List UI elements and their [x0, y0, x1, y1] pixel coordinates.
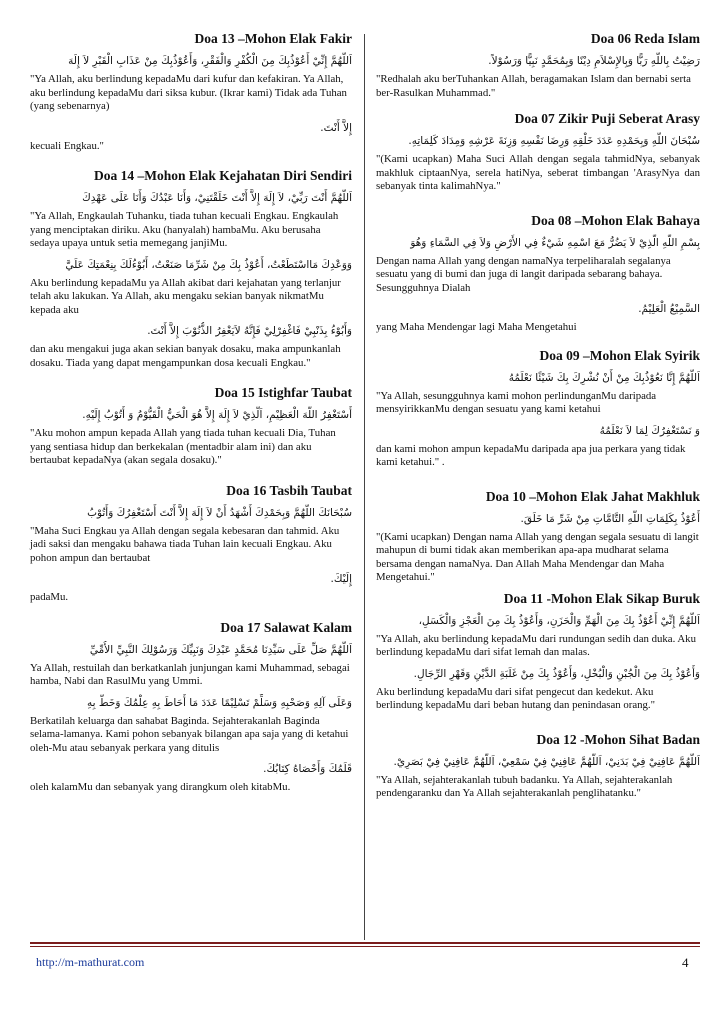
translation-text: "Ya Allah, sesungguhnya kami mohon perlindunganMu daripada mensyirikkanMu dengan sesuatu yang kami ketahui: [376, 389, 657, 415]
translation-text: "Ya Allah, aku berlindung kepadaMu dari rundungan sedih dan duka. Aku berlindung kepadaMu dari sifat lemah dan malas.: [376, 632, 696, 658]
translation-text: "Ya Allah, aku berlindung kepadaMu dari kufur dan kefakiran. Ya Allah, aku berlindung kepadaMu dari siksa kubur. (Ikrar kami) Tidak ada Tuhan (yang sebenarnya): [30, 73, 347, 112]
translation-text: "Maha Suci Engkau ya Allah dengan segala kebesaran dan tahmid. Aku jadi saksi dan mengaku bahawa tiada Tuhan lain kecuali Engkau. Aku pohon ampun dan bertaubat: [30, 524, 340, 564]
doa-title: Doa 06 Reda Islam: [590, 31, 700, 46]
arabic-text: اَللَّهُمَّ أَنْتَ رَبِّيْ، لاَ إِلَهَ إِلاَّ أَنْتَ خَلَقْتَنِيْ، وَأَنَا عَبْدُكَ وَأَنَا عَلَى عَهْدِكَ: [82, 192, 352, 204]
doa-section: [376, 110, 700, 194]
arabic-text: إِلَيْكَ.: [330, 573, 352, 585]
left-column: [30, 30, 352, 800]
arabic-text: وَ نَسْتَغْفِرُكَ لِمَا لاَ نَعْلَمُهُ: [599, 424, 700, 437]
arabic-text: اَللَّهُمَّ عَافِنِيْ فِيْ بَدَنِيْ، اَللَّهُمَّ عَافِنِيْ فِيْ سَمْعِيْ، اَللَّهُمَّ عَافِنِيْ فِيْ بَصَرِيْ.: [393, 755, 700, 768]
doa-section: [376, 731, 700, 801]
column-divider: [364, 34, 365, 940]
doa-section: [30, 30, 352, 153]
doa-title: Doa 11 -Mohon Elak Sikap Buruk: [503, 590, 700, 606]
translation-text: "(Kami ucapkan) Dengan nama Allah yang dengan segala sesuatu di langit mahupun di bumi tidak akan memberikan apa-apa mudharat selama bersama dengan namaNya. Dan Allah Maha Mendengar dan Maha Mengetahui.": [376, 530, 699, 583]
translation-text: "Ya Allah, sejahterakanlah tubuh badanku. Ya Allah, sejahterakanlah pendengaranku dan Ya Allah sejahterakanlah penglihatanku.": [376, 773, 673, 799]
arabic-text: أَسْتَغْفِرُ اللَّهَ الْعَظِيْمِ، اَلَّذِيْ لاَ إِلَهَ إِلاَّ هُوَ الْحَيُّ الْقَيُّوْمُ وَ أَتُوْبُ إِلَيْهِ.: [82, 409, 352, 421]
translation-text: "(Kami ucapkan) Maha Suci Allah dengan segala tahmidNya, sebanyak makhluk ciptaanNya, serela hatiNya, seberat timbangan 'ArasyNya dan sebanyak tinta kalimahNya.": [376, 153, 700, 192]
arabic-text: أَعُوْذُ بِكَلِمَاتِ اللَّهِ التَّامَّاتِ مِنْ شَرِّ مَا خَلَقَ.: [520, 512, 700, 525]
doa-section: [376, 30, 700, 100]
arabic-text: اَللَّهُمَّ إِنِّيْ أَعُوْذُ بِكَ مِنَ الْهَمِّ وَالْحَزَنِ، وَأَعُوْذُ بِكَ مِنَ الْعَجْزِ وَالْكَسَلِ،: [418, 614, 700, 627]
doa-title: Doa 14 –Mohon Elak Kejahatan Diri Sendiri: [93, 168, 352, 183]
arabic-text: وَوَعْدِكَ مَااسْتَطَعْتُ، أَعُوْذُ بِكَ مِنْ شَرِّمَا صَنَعْتُ، أَبُوْءُلَكَ بِنِعْمَتِكَ عَلَيَّ: [65, 258, 352, 271]
arabic-text: قَلَمُكَ وَأَحْصَاهُ كِتَابُكَ.: [263, 763, 352, 775]
arabic-text: سُبْحَانَكَ اللَّهُمَّ وَبِحَمْدِكَ أَشْهَدُ أَنْ لاَ إِلَهَ إِلاَّ أَنْتَ أَسْتَغْفِرُكَ وَأَتُوْبُ: [87, 506, 352, 519]
translation-text: yang Maha Mendengar lagi Maha Mengetahui: [376, 321, 577, 333]
doa-title: Doa 08 –Mohon Elak Bahaya: [531, 212, 700, 228]
doa-title: Doa 13 –Mohon Elak Fakir: [194, 31, 352, 46]
footer-rule: [30, 942, 700, 947]
arabic-text: رَضِيْتُ بِاللَّهِ رَبًّا وَبِالإِسْلاَمِ دِيْنًا وَبِمُحَمَّدٍ نَبِيًّا وَرَسُوْلاً.: [488, 55, 700, 67]
arabic-text: سُبْحَانَ اللَّهِ وَبِحَمْدِهِ عَدَدَ خَلْقِهِ وَرِضَا نَفْسِهِ وَزِنَةَ عَرْشِهِ وَمِدَادَ كَلِمَاتِهِ.: [408, 135, 700, 147]
doa-section: [376, 590, 700, 713]
translation-text: oleh kalamMu dan sebanyak yang dirangkum oleh kitabMu.: [30, 781, 291, 793]
doa-section: [376, 212, 700, 335]
translation-text: Berkatilah keluarga dan sahabat Baginda. Sejahterakanlah Baginda selama-lamanya. Kami pohon sebanyak bilangan apa saja yang di ketahui oleh-Mu atau sebanyak perkara yang ditulis: [30, 714, 349, 754]
doa-title: Doa 10 –Mohon Elak Jahat Makhluk: [485, 488, 700, 504]
arabic-text: اَللَّهُمَّ إِنَّا نَعُوْذُبِكَ مِنْ أَنْ نُشْرِكَ بِكَ شَيْئًا نَعْلَمُهُ: [508, 371, 700, 384]
translation-text: Ya Allah, restuilah dan berkatkanlah junjungan kami Muhammad, sebagai hamba, Nabi dan RasulMu yang Ummi.: [30, 661, 350, 687]
arabic-text: اَللَّهُمَّ صَلِّ عَلَى سَيِّدِنَا مُحَمَّدٍ عَبْدِكَ وَنَبِيِّكَ وَرَسُوْلِكَ النَّبِيِّ الأُمِّيِّ: [89, 643, 352, 656]
arabic-text: وَأَبُوْءُ بِذَنْبِيْ فَاغْفِرْلِيْ فَإِنَّهُ لاَيَغْفِرُ الذُّنُوْبَ إِلاَّ أَنْتَ.: [147, 325, 352, 337]
translation-text: "Ya Allah, Engkaulah Tuhanku, tiada tuhan kecuali Engkau. Engkaulah yang menciptakan diriku. Aku (hanyalah) hambaMu. Aku berusaha sedaya upaya untuk setia memegang janjiMu.: [30, 210, 339, 249]
translation-text: dan aku mengakui juga akan sekian banyak dosaku, maka ampunkanlah dosaku. Tiada yang dapat mengampunkan dosa kecuali Engkau.": [30, 343, 341, 369]
translation-text: padaMu.: [30, 591, 69, 603]
arabic-text: اَللَّهُمَّ إِنِّيْ أَعُوْذُبِكَ مِنَ الْكُفْرِ وَالْفَقْرِ، وَأَعُوْذُبِكَ مِنْ عَذَابِ الْقَبْرِ لاَ إِلَهَ: [68, 55, 352, 67]
doa-title: Doa 09 –Mohon Elak Syirik: [539, 347, 700, 363]
doa-section: [376, 347, 700, 470]
arabic-text: وَأَعُوْذُ بِكَ مِنَ الْجُبْنِ وَالْبُخْلِ، وَأَعُوْذُ بِكَ مِنْ غَلَبَةِ الدَّيْنِ وَقَهْرِ الرِّجَالِ.: [413, 667, 700, 680]
footer-url-link[interactable]: http://m-mathurat.com: [36, 955, 145, 969]
translation-text: dan kami mohon ampun kepadaMu daripada apa jua perkara yang tidak kami ketahui." .: [376, 442, 686, 468]
arabic-text: بِسْمِ اللَّهِ الَّذِيْ لاَ يَضُرُّ مَعَ اسْمِهِ شَيْءٌ فِي الأَرْضِ وَلاَ فِي السَّمَاءِ وَهُوَ: [410, 236, 700, 249]
translation-text: kecuali Engkau.": [30, 139, 104, 152]
doa-title: Doa 16 Tasbih Taubat: [226, 482, 352, 498]
translation-text: "Redhalah aku berTuhankan Allah, beragamakan Islam dan bernabi serta ber-Rasulkan Muhammad.": [376, 73, 691, 99]
right-column: [376, 30, 700, 806]
doa-title: Doa 07 Zikir Puji Seberat Arasy: [514, 111, 700, 126]
doa-section: [376, 488, 700, 585]
doa-title: Doa 17 Salawat Kalam: [220, 619, 352, 635]
doa-section: [30, 619, 352, 795]
doa-section: [30, 482, 352, 605]
doa-section: [30, 384, 352, 468]
translation-text: Dengan nama Allah yang dengan namaNya terpeliharalah segalanya sesuatu yang di bumi dan juga di langit daripada sebarang bahaya. Sesungguhnya Dialah: [376, 254, 671, 294]
translation-text: "Aku mohon ampun kepada Allah yang tiada tuhan kecuali Dia, Tuhan yang sentiasa hidup dan berkekalan (mentadbir alam ini) dan aku bertaubat kepadaNya (akan segala dosaku).": [30, 427, 336, 466]
arabic-text: وَعَلَى آلِهِ وَصَحْبِهِ وَسَلِّمْ تَسْلِيْمًا عَدَدَ مَا أَحَاطَ بِهِ عِلْمُكَ وَخَطَّ بِهِ: [86, 696, 352, 709]
translation-text: Aku berlindung kepadaMu ya Allah akibat dari kejahatan yang terlanjur telah aku lakukan. Ya Allah, aku mengaku sekian banyak nikmatMu kepada aku: [30, 276, 341, 316]
arabic-text: إِلاَّ أَنْتَ.: [320, 121, 352, 134]
doa-section: [30, 167, 352, 370]
doa-title: Doa 15 Istighfar Taubat: [214, 385, 352, 400]
arabic-text: السَّمِيْعُ الْعَلِيْمُ.: [638, 303, 700, 315]
translation-text: Aku berlindung kepadaMu dari sifat pengecut dan kedekut. Aku berlindung kepadaMu dari beban hutang dan penindasan orang.": [376, 685, 656, 711]
page-number: 4: [682, 955, 689, 970]
doa-title: Doa 12 -Mohon Sihat Badan: [536, 731, 700, 747]
